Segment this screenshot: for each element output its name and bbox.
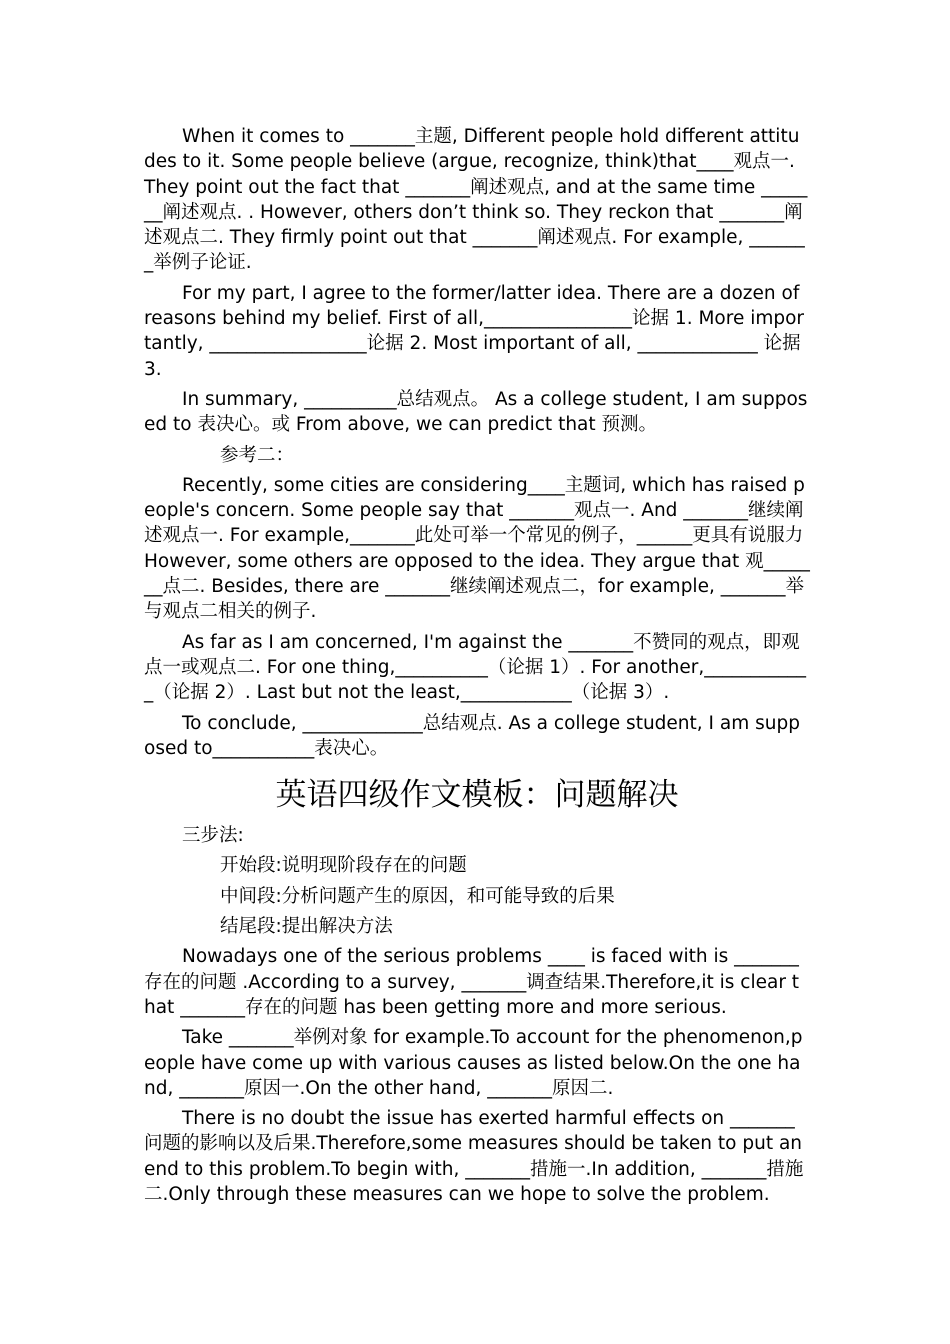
document-page xyxy=(144,124,810,1212)
section2-paragraph-3: There is no doubt the issue has exerted harmful effects on _______问题的影响以及后果.Therefore,some measures should be taken to put an end to this problem.To begin with, _______措施一.In addition, _______措施二.Only through these measures can we hope to solve the problem. xyxy=(144,1108,804,1205)
reference2-label: 参考二： xyxy=(220,444,295,466)
section1-paragraph-3: In summary, __________总结观点。 As a college student, I am supposed to 表决心。或 From above, we can predict that 预测。 xyxy=(144,388,808,436)
step-item-opening: 开始段:说明现阶段存在的问题 xyxy=(220,855,467,877)
step-item-middle: 中间段:分析问题产生的原因，和可能导致的后果 xyxy=(220,885,615,907)
steps-heading: 三步法: xyxy=(182,825,244,847)
reference2-paragraph-2: As far as I am concerned, I'm against the _______不赞同的观点，即观点一或观点二. For one thing,__________（论据 1）. For another,____________（论据 2）. Last but not the least,____________（论据 3）. xyxy=(144,631,806,704)
section2-paragraph-1: Nowadays one of the serious problems ____ is faced with is _______存在的问题 .According to a survey, _______调查结果.Therefore,it is clear that _______存在的问题 has been getting more and more serious. xyxy=(144,946,800,1018)
section2-paragraph-2: Take _______举例对象 for example.To account for the phenomenon,people have come up with various causes as listed below.On the one hand, _______原因一.On the other hand, _______原因二. xyxy=(144,1027,803,1099)
section1-paragraph-1: When it comes to _______主题, Different people hold different attitudes to it. Some people believe (argue, recognize, think)that____观点一. They point out the fact that _______阐述观点, and at the same time _______阐述观点. . However, others don’t think so. They reckon that _______阐述观点二. They firmly point out that _______阐述观点. For example, _______举例子论证. xyxy=(144,126,808,274)
reference2-paragraph-3: To conclude, _____________总结观点. As a college student, I am supposed to___________表决心。 xyxy=(144,712,800,759)
section1-paragraph-2: For my part, I agree to the former/latter idea. There are a dozen of reasons behind my belief. First of all,________________论据 1. More importantly, _________________论据 2. Most important of all, _____________ 论据 3. xyxy=(144,282,805,380)
section2-title: 英语四级作文模板：问题解决 xyxy=(275,777,679,814)
step-item-ending: 结尾段:提出解决方法 xyxy=(220,916,393,938)
reference2-paragraph-1: Recently, some cities are considering____主题词, which has raised people's concern. Some people say that _______观点一. And _______继续阐述观点一. For example,_______此处可举一个常见的例子，______更具有说服力 However, some others are opposed to the idea. They argue that 观_______点二. Besides, there are _______继续阐述观点二，for example, _______举与观点二相关的例子. xyxy=(144,474,810,623)
